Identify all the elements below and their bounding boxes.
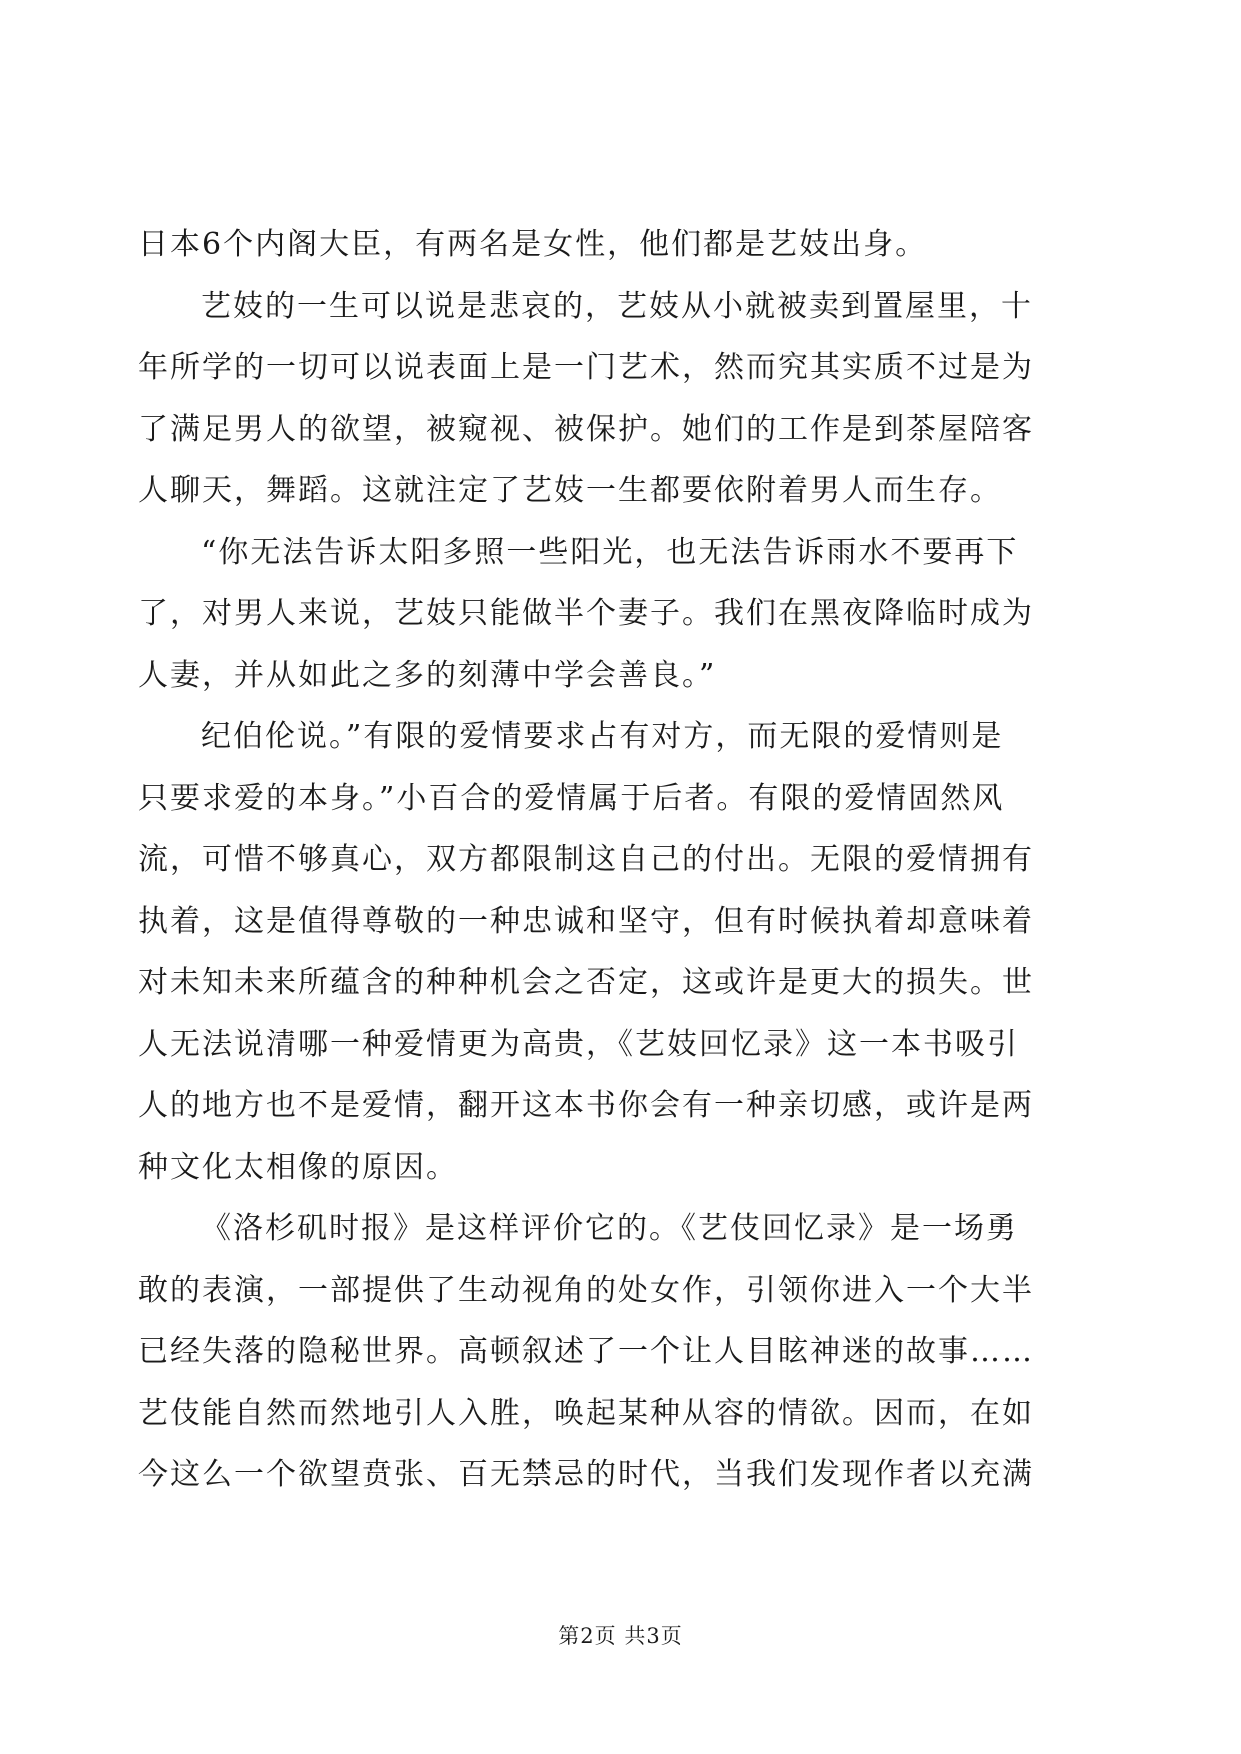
text-line: 了，对男人来说，艺妓只能做半个妻子。我们在黑夜降临时成为 — [138, 596, 1034, 631]
text-line: 执着，这是值得尊敬的一种忠诚和坚守，但有时候执着却意味着 — [138, 903, 1034, 939]
text-line: 人聊天，舞蹈。这就注定了艺妓一生都要依附着男人而生存。 — [138, 473, 1002, 508]
page-footer: 第2页 共3页 — [558, 1624, 683, 1648]
text-line: 艺妓的一生可以说是悲哀的，艺妓从小就被卖到置屋里，十 — [201, 288, 1033, 324]
text-line: 纪伯伦说。”有限的爱情要求占有对方，而无限的爱情则是 — [201, 719, 1004, 754]
text-line: 只要求爱的本身。”小百合的爱情属于后者。有限的爱情固然风 — [138, 780, 1005, 816]
text-line: 艺伎能自然而然地引人入胜，唤起某种从容的情欲。因而，在如 — [138, 1395, 1034, 1431]
text-line: “你无法告诉太阳多照一些阳光，也无法告诉雨水不要再下 — [201, 534, 1019, 570]
text-line: 流，可惜不够真心，双方都限制这自己的付出。无限的爱情拥有 — [138, 842, 1034, 877]
text-line: 人无法说清哪一种爱情更为高贵，《艺妓回忆录》这一本书吸引 — [138, 1026, 1019, 1062]
text-line: 人妻，并从如此之多的刻薄中学会善良。” — [138, 657, 717, 693]
text-line: 敢的表演，一部提供了生动视角的处女作，引领你进入一个大半 — [138, 1272, 1034, 1308]
text-line: 年所学的一切可以说表面上是一门艺术，然而究其实质不过是为 — [138, 350, 1034, 385]
text-line: 今这么一个欲望贲张、百无禁忌的时代，当我们发现作者以充满 — [138, 1457, 1034, 1492]
body-text — [138, 214, 1088, 1506]
text-line: 人的地方也不是爱情，翻开这本书你会有一种亲切感，或许是两 — [138, 1088, 1034, 1123]
text-line: 《洛杉矶时报》是这样评价它的。《艺伎回忆录》是一场勇 — [201, 1211, 1018, 1246]
text-line: 已经失落的隐秘世界。高顿叙述了一个让人目眩神迷的故事…… — [138, 1334, 1034, 1369]
text-line: 种文化太相像的原因。 — [138, 1149, 458, 1185]
text-line: 日本6个内阁大臣，有两名是女性，他们都是艺妓出身。 — [138, 227, 928, 262]
text-line: 对未知未来所蕴含的种种机会之否定，这或许是更大的损失。世 — [138, 965, 1034, 1000]
text-line: 了满足男人的欲望，被窥视、被保护。她们的工作是到茶屋陪客 — [138, 411, 1034, 447]
